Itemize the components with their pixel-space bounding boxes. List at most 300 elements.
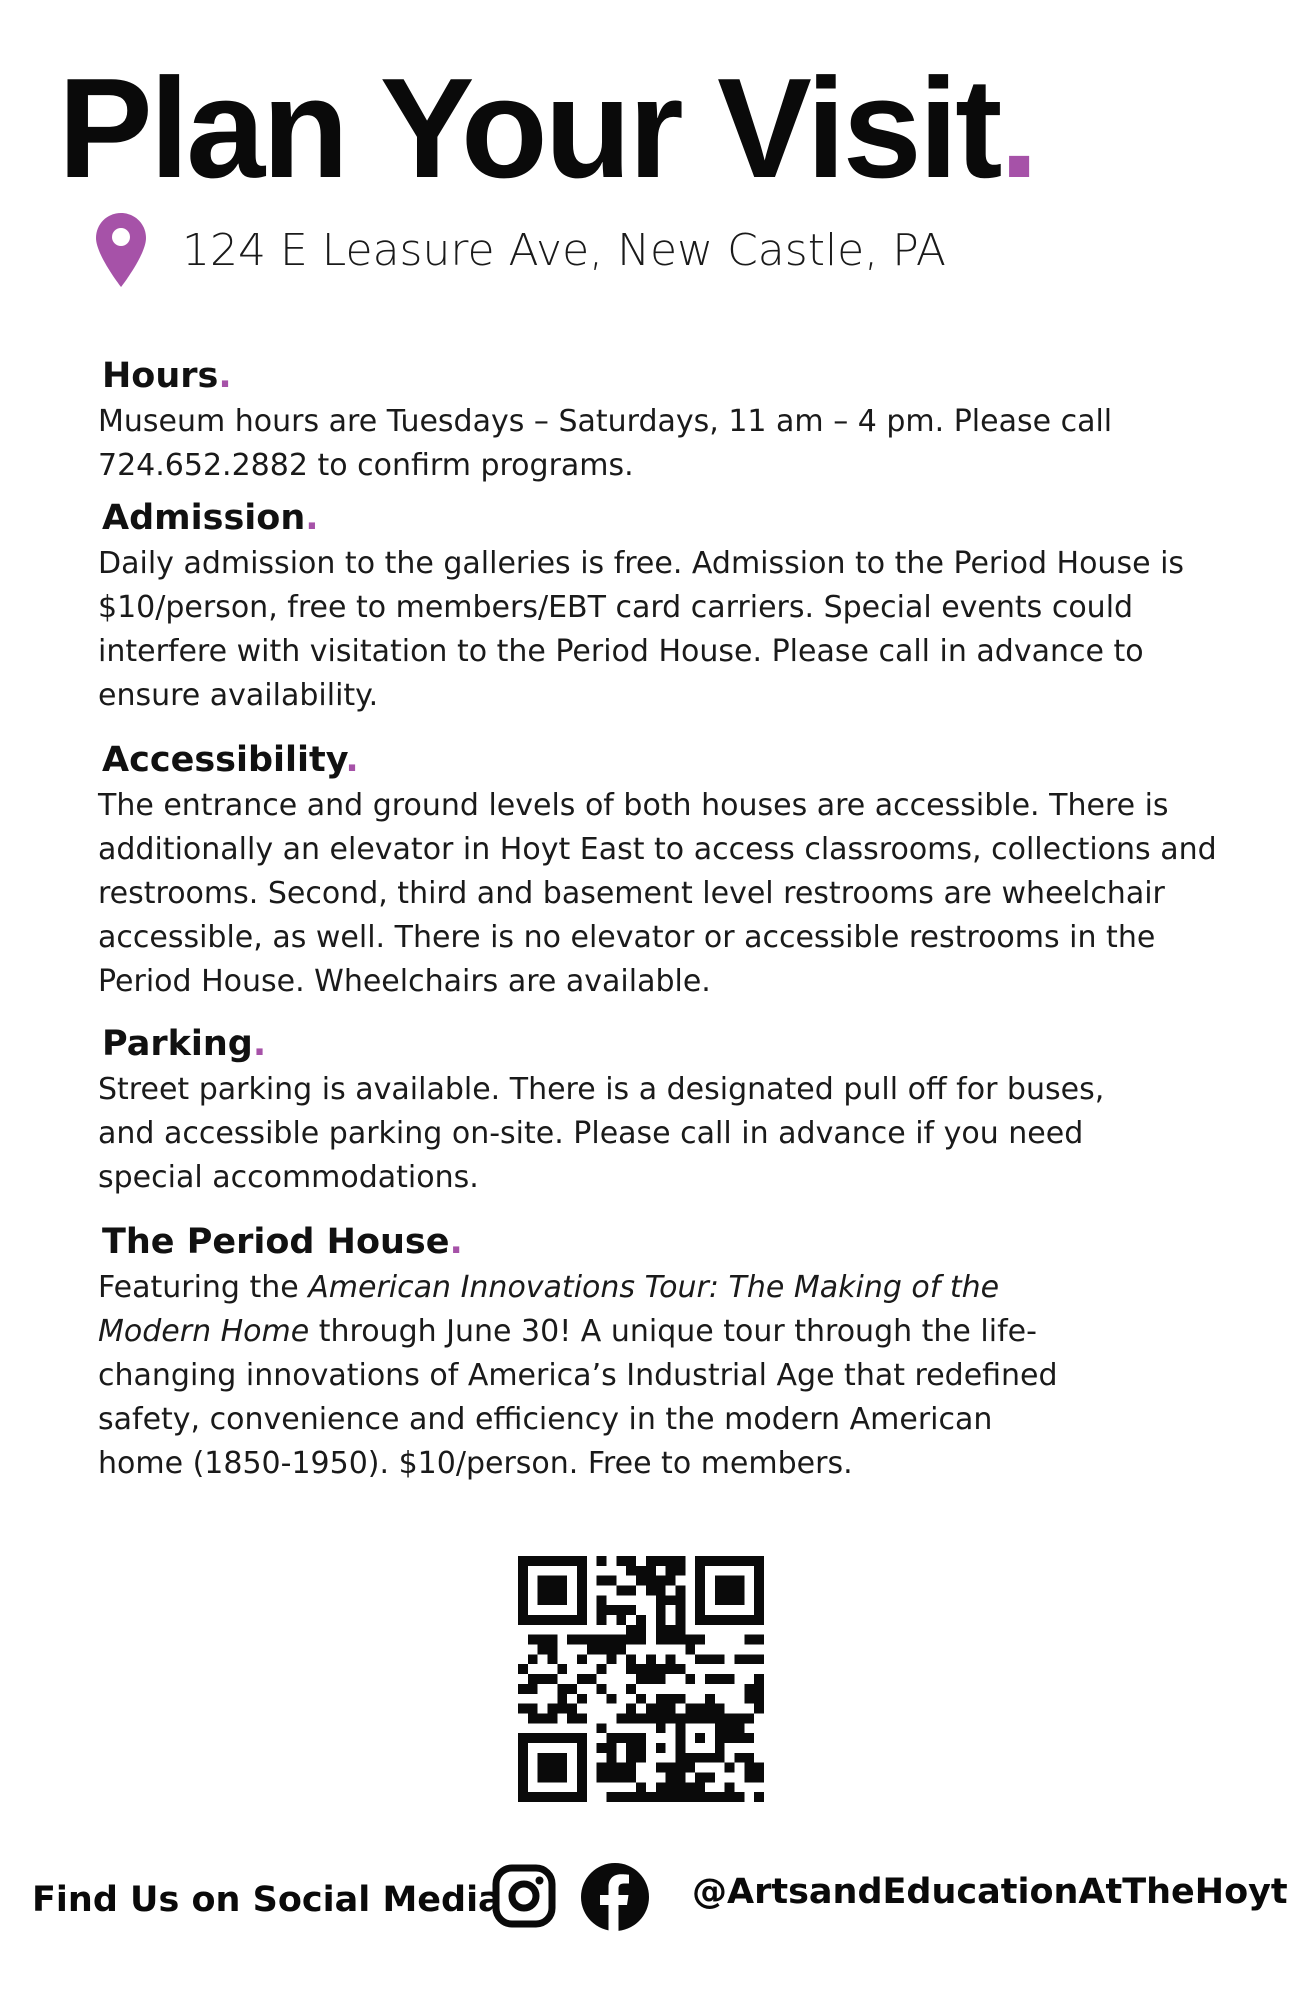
period-house-body: [98, 1266, 1058, 1486]
qr-module: [754, 1586, 764, 1596]
qr-module: [626, 1753, 636, 1763]
qr-module: [538, 1753, 548, 1763]
qr-module: [636, 1674, 646, 1684]
qr-module: [597, 1743, 607, 1753]
accessibility-heading-dot: .: [345, 740, 359, 780]
qr-module: [666, 1772, 676, 1782]
qr-module: [715, 1576, 725, 1586]
qr-module: [557, 1763, 567, 1773]
qr-module: [675, 1595, 685, 1605]
qr-module: [538, 1713, 548, 1723]
qr-module: [607, 1772, 617, 1782]
qr-module: [695, 1566, 705, 1576]
hours-section: [98, 354, 1228, 488]
qr-module: [715, 1733, 725, 1743]
qr-module: [626, 1654, 636, 1664]
qr-module: [626, 1684, 636, 1694]
qr-module: [685, 1792, 695, 1802]
qr-module: [705, 1792, 715, 1802]
qr-module: [666, 1664, 676, 1674]
social-label: Find Us on Social Media: [32, 1880, 502, 1920]
qr-module: [567, 1792, 577, 1802]
qr-module: [538, 1635, 548, 1645]
qr-module: [548, 1674, 558, 1684]
qr-module: [577, 1605, 587, 1615]
qr-module: [646, 1664, 656, 1674]
qr-module: [675, 1713, 685, 1723]
qr-module: [744, 1654, 754, 1664]
qr-module: [675, 1586, 685, 1596]
qr-module: [626, 1792, 636, 1802]
qr-module: [518, 1605, 528, 1615]
qr-code-icon[interactable]: [518, 1556, 764, 1802]
qr-module: [567, 1713, 577, 1723]
qr-module: [656, 1704, 666, 1714]
qr-module: [685, 1635, 695, 1645]
qr-module: [548, 1645, 558, 1655]
qr-module: [557, 1772, 567, 1782]
qr-module: [626, 1664, 636, 1674]
qr-module: [734, 1586, 744, 1596]
qr-module: [626, 1625, 636, 1635]
qr-module: [744, 1615, 754, 1625]
qr-module: [577, 1615, 587, 1625]
qr-module: [616, 1605, 626, 1615]
qr-module: [754, 1595, 764, 1605]
qr-module: [518, 1753, 528, 1763]
qr-module: [666, 1625, 676, 1635]
qr-module: [597, 1605, 607, 1615]
qr-module: [607, 1645, 617, 1655]
qr-module: [597, 1645, 607, 1655]
qr-module: [734, 1733, 744, 1743]
period-house-body-pre: Featuring the: [98, 1270, 309, 1305]
accessibility-body: The entrance and ground levels of both houses are accessible. There is additionally an elevator in Hoyt East to access classrooms, collections and restrooms. Second, third and basement level restrooms are wheelchair accessible, as well. There is no elevator or accessible restrooms in the Period House. Wheelchairs are available.: [98, 788, 1217, 999]
qr-module: [626, 1556, 636, 1566]
qr-module: [607, 1694, 617, 1704]
qr-module: [518, 1782, 528, 1792]
qr-module: [666, 1704, 676, 1714]
qr-module: [626, 1605, 636, 1615]
qr-module: [656, 1743, 666, 1753]
facebook-icon[interactable]: [580, 1862, 650, 1932]
qr-module: [695, 1605, 705, 1615]
qr-module: [548, 1753, 558, 1763]
qr-module: [626, 1704, 636, 1714]
qr-module: [607, 1753, 617, 1763]
qr-module: [646, 1576, 656, 1586]
qr-module: [577, 1792, 587, 1802]
qr-module: [715, 1713, 725, 1723]
qr-module: [557, 1753, 567, 1763]
qr-module: [538, 1586, 548, 1596]
qr-module: [557, 1694, 567, 1704]
qr-module: [636, 1615, 646, 1625]
qr-module: [518, 1704, 528, 1714]
map-pin-icon: [96, 213, 146, 287]
qr-module: [744, 1684, 754, 1694]
qr-module: [725, 1733, 735, 1743]
qr-module: [715, 1723, 725, 1733]
qr-module: [528, 1713, 538, 1723]
qr-module: [538, 1792, 548, 1802]
qr-module: [597, 1615, 607, 1625]
period-house-body-post: through June 30! A unique tour through the life-changing innovations of America’s Industrial Age that redefined safety, convenience and efficiency in the modern American home (1850-1950). $10/person. Free to members.: [98, 1314, 1058, 1481]
qr-module: [587, 1674, 597, 1684]
qr-module: [754, 1694, 764, 1704]
qr-module: [715, 1595, 725, 1605]
qr-module: [636, 1713, 646, 1723]
qr-module: [607, 1763, 617, 1773]
qr-module: [557, 1576, 567, 1586]
qr-module: [557, 1664, 567, 1674]
qr-module: [754, 1556, 764, 1566]
qr-module: [607, 1654, 617, 1664]
qr-module: [666, 1694, 676, 1704]
qr-module: [685, 1704, 695, 1714]
qr-module: [675, 1763, 685, 1773]
qr-module: [616, 1713, 626, 1723]
qr-module: [715, 1654, 725, 1664]
qr-module: [548, 1654, 558, 1664]
qr-module: [626, 1566, 636, 1576]
qr-module: [754, 1704, 764, 1714]
qr-module: [557, 1733, 567, 1743]
qr-module: [548, 1713, 558, 1723]
qr-module: [715, 1743, 725, 1753]
qr-module: [656, 1576, 666, 1586]
qr-module: [548, 1615, 558, 1625]
qr-module: [675, 1743, 685, 1753]
qr-module: [636, 1566, 646, 1576]
qr-module: [646, 1674, 656, 1684]
page-title: [58, 49, 1036, 208]
qr-module: [705, 1556, 715, 1566]
qr-module: [636, 1576, 646, 1586]
admission-heading-text: Admission: [102, 498, 306, 538]
qr-module: [715, 1704, 725, 1714]
qr-module: [685, 1674, 695, 1684]
qr-module: [616, 1615, 626, 1625]
qr-module: [518, 1733, 528, 1743]
qr-module: [725, 1556, 735, 1566]
qr-module: [685, 1753, 695, 1763]
qr-module: [646, 1586, 656, 1596]
qr-module: [754, 1615, 764, 1625]
qr-module: [734, 1595, 744, 1605]
admission-section: [98, 496, 1228, 718]
qr-module: [675, 1566, 685, 1576]
qr-module: [675, 1605, 685, 1615]
qr-module: [577, 1763, 587, 1773]
qr-module: [518, 1566, 528, 1576]
qr-module: [754, 1792, 764, 1802]
qr-module: [597, 1576, 607, 1586]
qr-module: [695, 1556, 705, 1566]
qr-module: [656, 1625, 666, 1635]
qr-module: [626, 1586, 636, 1596]
qr-module: [666, 1763, 676, 1773]
qr-module: [715, 1792, 725, 1802]
admission-heading: [102, 496, 1228, 540]
qr-module: [548, 1556, 558, 1566]
qr-module: [656, 1723, 666, 1733]
qr-module: [695, 1753, 705, 1763]
qr-module: [616, 1556, 626, 1566]
parking-heading-dot: .: [252, 1024, 267, 1064]
qr-module: [754, 1605, 764, 1615]
qr-module: [754, 1684, 764, 1694]
qr-module: [587, 1635, 597, 1645]
qr-module: [656, 1556, 666, 1566]
qr-module: [538, 1645, 548, 1655]
qr-module: [715, 1615, 725, 1625]
qr-module: [656, 1635, 666, 1645]
qr-module: [744, 1772, 754, 1782]
qr-module: [754, 1654, 764, 1664]
qr-module: [754, 1763, 764, 1773]
qr-module: [597, 1664, 607, 1674]
qr-module: [666, 1595, 676, 1605]
qr-module: [548, 1733, 558, 1743]
qr-module: [666, 1782, 676, 1792]
qr-module: [744, 1763, 754, 1773]
hours-heading-dot: .: [218, 356, 232, 396]
qr-module: [528, 1615, 538, 1625]
qr-module: [725, 1723, 735, 1733]
qr-module: [734, 1576, 744, 1586]
qr-module: [538, 1772, 548, 1782]
qr-module: [646, 1792, 656, 1802]
period-house-heading-text: The Period House: [102, 1222, 450, 1262]
qr-module: [548, 1586, 558, 1596]
qr-module: [695, 1713, 705, 1723]
qr-module: [646, 1704, 656, 1714]
qr-module: [656, 1595, 666, 1605]
qr-module: [607, 1635, 617, 1645]
qr-module: [705, 1713, 715, 1723]
qr-module: [626, 1743, 636, 1753]
hours-heading-text: Hours: [102, 356, 219, 396]
qr-module: [656, 1694, 666, 1704]
qr-module: [675, 1635, 685, 1645]
qr-module: [656, 1674, 666, 1684]
qr-module: [705, 1753, 715, 1763]
qr-module: [734, 1753, 744, 1763]
qr-module: [577, 1566, 587, 1576]
qr-module: [548, 1635, 558, 1645]
qr-module: [567, 1684, 577, 1694]
qr-module: [518, 1586, 528, 1596]
qr-module: [616, 1772, 626, 1782]
qr-module: [675, 1615, 685, 1625]
qr-module: [538, 1615, 548, 1625]
period-house-heading: [102, 1220, 1228, 1264]
qr-module: [646, 1713, 656, 1723]
period-house-tour-name: American Innovations Tour: The Making of the Modern Home: [98, 1270, 1000, 1349]
qr-module: [597, 1772, 607, 1782]
qr-module: [557, 1556, 567, 1566]
qr-module: [567, 1733, 577, 1743]
qr-module: [518, 1763, 528, 1773]
qr-module: [538, 1595, 548, 1605]
qr-module: [548, 1595, 558, 1605]
qr-module: [754, 1635, 764, 1645]
qr-module: [567, 1635, 577, 1645]
qr-module: [734, 1713, 744, 1723]
qr-module: [675, 1733, 685, 1743]
qr-module: [557, 1615, 567, 1625]
instagram-icon[interactable]: [492, 1864, 556, 1928]
qr-module: [695, 1576, 705, 1586]
qr-module: [528, 1635, 538, 1645]
qr-module: [675, 1772, 685, 1782]
qr-module: [616, 1733, 626, 1743]
qr-module: [607, 1792, 617, 1802]
qr-module: [666, 1792, 676, 1802]
qr-module: [597, 1556, 607, 1566]
qr-module: [675, 1753, 685, 1763]
qr-module: [577, 1654, 587, 1664]
qr-module: [567, 1556, 577, 1566]
qr-module: [616, 1645, 626, 1655]
qr-module: [577, 1753, 587, 1763]
qr-module: [616, 1635, 626, 1645]
qr-module: [518, 1615, 528, 1625]
qr-module: [616, 1586, 626, 1596]
parking-heading-text: Parking: [102, 1024, 253, 1064]
qr-module: [577, 1743, 587, 1753]
qr-module: [636, 1664, 646, 1674]
qr-module: [725, 1674, 735, 1684]
qr-module: [646, 1654, 656, 1664]
qr-module: [538, 1674, 548, 1684]
qr-module: [607, 1743, 617, 1753]
qr-module: [734, 1556, 744, 1566]
social-handle[interactable]: @ArtsandEducationAtTheHoyt: [692, 1872, 1288, 1912]
qr-module: [548, 1704, 558, 1714]
qr-module: [636, 1753, 646, 1763]
admission-heading-dot: .: [305, 498, 319, 538]
qr-module: [567, 1615, 577, 1625]
qr-module: [715, 1556, 725, 1566]
qr-module: [695, 1654, 705, 1664]
qr-module: [557, 1595, 567, 1605]
social-footer: [32, 1862, 1288, 1942]
qr-module: [656, 1664, 666, 1674]
qr-module: [577, 1586, 587, 1596]
qr-module: [577, 1713, 587, 1723]
qr-module: [577, 1782, 587, 1792]
admission-body: Daily admission to the galleries is free. Admission to the Period House is $10/person, free to members/EBT card carriers. Special events could interfere with visitation to the Period House. Please call in advance to ensure availability.: [98, 546, 1185, 713]
qr-module: [626, 1772, 636, 1782]
qr-module: [636, 1792, 646, 1802]
qr-module: [636, 1733, 646, 1743]
qr-module: [705, 1615, 715, 1625]
parking-section: [98, 1022, 1228, 1200]
qr-module: [548, 1763, 558, 1773]
qr-module: [577, 1772, 587, 1782]
qr-module: [695, 1586, 705, 1596]
qr-module: [538, 1556, 548, 1566]
qr-module: [695, 1595, 705, 1605]
qr-module: [754, 1566, 764, 1576]
qr-module: [528, 1674, 538, 1684]
accessibility-heading: [102, 738, 1228, 782]
qr-module: [685, 1782, 695, 1792]
qr-module: [577, 1595, 587, 1605]
qr-module: [636, 1743, 646, 1753]
qr-module: [636, 1694, 646, 1704]
qr-module: [518, 1792, 528, 1802]
qr-module: [577, 1556, 587, 1566]
qr-module: [616, 1792, 626, 1802]
qr-module: [626, 1713, 636, 1723]
page-title-text: Plan Your Visit: [58, 49, 1000, 208]
qr-module: [734, 1654, 744, 1664]
period-house-heading-dot: .: [449, 1222, 463, 1262]
qr-module: [754, 1674, 764, 1684]
qr-module: [636, 1782, 646, 1792]
qr-module: [725, 1792, 735, 1802]
period-house-section: [98, 1220, 1228, 1486]
qr-module: [577, 1694, 587, 1704]
qr-module: [656, 1586, 666, 1596]
qr-module: [754, 1576, 764, 1586]
qr-module: [695, 1615, 705, 1625]
qr-module: [734, 1792, 744, 1802]
qr-module: [656, 1605, 666, 1615]
qr-module: [656, 1782, 666, 1792]
qr-module: [734, 1615, 744, 1625]
qr-module: [616, 1763, 626, 1773]
qr-module: [567, 1704, 577, 1714]
qr-module: [656, 1792, 666, 1802]
qr-module: [744, 1733, 754, 1743]
qr-module: [725, 1713, 735, 1723]
qr-module: [725, 1782, 735, 1792]
qr-module: [548, 1772, 558, 1782]
qr-module: [744, 1694, 754, 1704]
qr-module: [548, 1576, 558, 1586]
qr-module: [557, 1792, 567, 1802]
accessibility-section: [98, 738, 1228, 1004]
parking-heading: [102, 1022, 1228, 1066]
qr-module: [725, 1595, 735, 1605]
qr-module: [715, 1753, 725, 1763]
qr-module: [656, 1713, 666, 1723]
qr-module: [725, 1576, 735, 1586]
qr-module: [597, 1684, 607, 1694]
qr-module: [685, 1763, 695, 1773]
qr-module: [744, 1713, 754, 1723]
qr-module: [656, 1763, 666, 1773]
qr-module: [666, 1635, 676, 1645]
title-dot: .: [999, 49, 1036, 208]
qr-module: [705, 1654, 715, 1664]
qr-module: [518, 1576, 528, 1586]
qr-module: [528, 1704, 538, 1714]
qr-module: [675, 1664, 685, 1674]
qr-module: [734, 1723, 744, 1733]
qr-module: [607, 1605, 617, 1615]
qr-module: [744, 1753, 754, 1763]
qr-module: [754, 1772, 764, 1782]
qr-module: [607, 1733, 617, 1743]
qr-module: [695, 1792, 705, 1802]
qr-module: [705, 1704, 715, 1714]
qr-module: [518, 1772, 528, 1782]
